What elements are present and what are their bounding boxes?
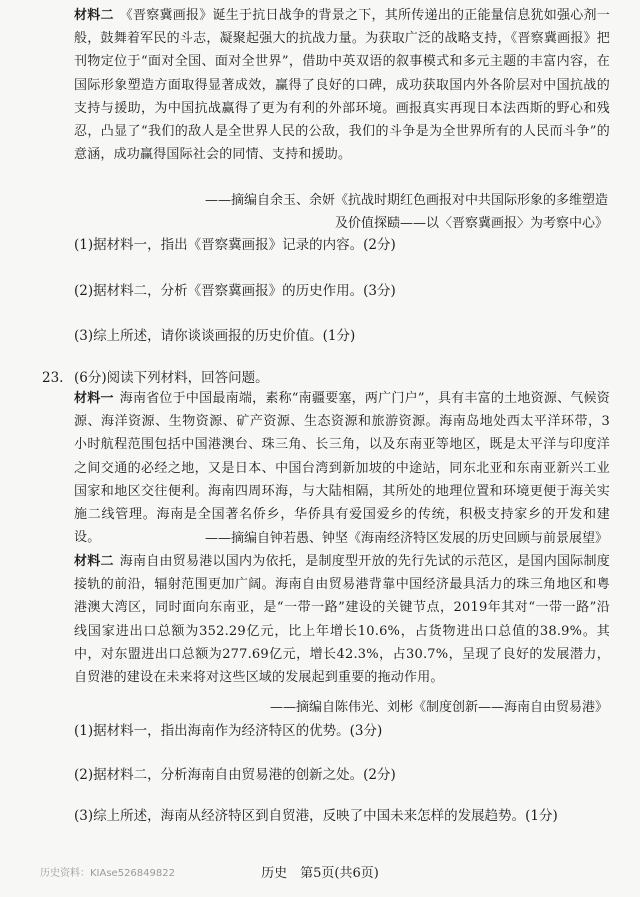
material-source: ——摘编自钟若愚、钟坚《海南经济特区发展的历史回顾与前景展望》 bbox=[204, 531, 608, 546]
material-source: ——摘编自陈伟光、刘彬《制度创新——海南自由贸易港》 bbox=[269, 700, 608, 715]
material-two-paragraph bbox=[74, 4, 610, 166]
material-text: 《晋察冀画报》诞生于抗日战争的背景之下，其所传递出的正能量信息犹如强心剂一般，鼓舞着军民的斗志，凝聚起强大的抗战力量。为获取广泛的战略支持，《晋察冀画报》把刊物定位于“面对全国、面对全世界”，借助中英双语的叙事模式和多元主题的丰富内容，在国际形象塑造方面取得显著成效，赢得了良好的口碑，成功获取国内外各阶层对中国抗战的支持与援助，为中国抗战赢得了更为有利的外部环境。画报真实再现日本法西斯的野心和残忍，凸显了“我们的敌人是全世界人民的公敌，我们的斗争是为全世界所有的人民而斗争”的意涵，成功赢得国际社会的同情、支持和援助。 bbox=[74, 8, 610, 163]
question-number: 23. bbox=[42, 370, 64, 386]
q22-sub2: (2)据材料二，分析《晋察冀画报》的历史作用。(3分) bbox=[74, 283, 396, 299]
material-one-paragraph bbox=[74, 387, 610, 549]
page-footer: 历史 第5页(共6页) bbox=[261, 866, 379, 881]
q22-sub3: (3)综上所述，请你谈谈画报的历史价值。(1分) bbox=[74, 328, 356, 344]
question-intro: (6分)阅读下列材料，回答问题。 bbox=[74, 370, 269, 386]
material-text: 海南自由贸易港以国内为依托，是制度型开放的先行先试的示范区，是国内国际制度接轨的前沿，辐射范围更加广阔。海南自由贸易港背靠中国经济最具活力的珠三角地区和粤港澳大湾区，同时面向东南亚，是“一带一路”建设的关键节点，2019年其对“一带一路”沿线国家进出口总额为352.29亿元，比上年增长10.6%，占货物进出口总值的38.9%。其中，对东盟进出口总额为277.69亿元，增长42.3%，占30.7%，呈现了良好的发展潜力，自贸港的建设在未来将对这些区域的发展起到重要的拖动作用。 bbox=[74, 554, 610, 686]
source-line-1: ——摘编自余玉、余妍《抗战时期红色画报对中共国际形象的多维塑造 bbox=[204, 193, 608, 208]
q22-sub1: (1)据材料一，指出《晋察冀画报》记录的内容。(2分) bbox=[74, 237, 396, 253]
material-label: 材料二 bbox=[74, 554, 114, 569]
material-label: 材料一 bbox=[74, 391, 114, 406]
q23-sub3: (3)综上所述，海南从经济特区到自贸港，反映了中国未来怎样的发展趋势。(1分) bbox=[74, 808, 558, 824]
q23-sub2: (2)据材料二，分析海南自由贸易港的创新之处。(2分) bbox=[74, 767, 396, 783]
watermark: 历史资料：KIAse526849822 bbox=[40, 868, 175, 879]
source-line-2: 及价值探赜——以〈晋察冀画报〉为考察中心》 bbox=[334, 216, 608, 231]
material-two-paragraph bbox=[74, 550, 610, 689]
q23-sub1: (1)据材料一，指出海南作为经济特区的优势。(3分) bbox=[74, 723, 383, 739]
material-label: 材料二 bbox=[74, 8, 114, 23]
material-text: 海南省位于中国最南端，素称“南疆要塞，两广门户”，具有丰富的土地资源、气候资源、海洋资源、生物资源、矿产资源、生态资源和旅游资源。海南岛地处西太平洋环带，3小时航程范围包括中国港澳台、珠三角、长三角，以及东南亚等地区，既是太平洋与印度洋之间交通的必经之地，又是日本、中国台湾到新加坡的中途站，同东北亚和东南亚新兴工业国家和地区交往便利。海南四周环海，与大陆相隔，其所处的地理位置和环境更便于海关实施二线管理。海南是全国著名侨乡，华侨具有爱国爱乡的传统，积极支持家乡的开发和建设。 bbox=[74, 391, 610, 546]
material-source bbox=[88, 189, 608, 235]
